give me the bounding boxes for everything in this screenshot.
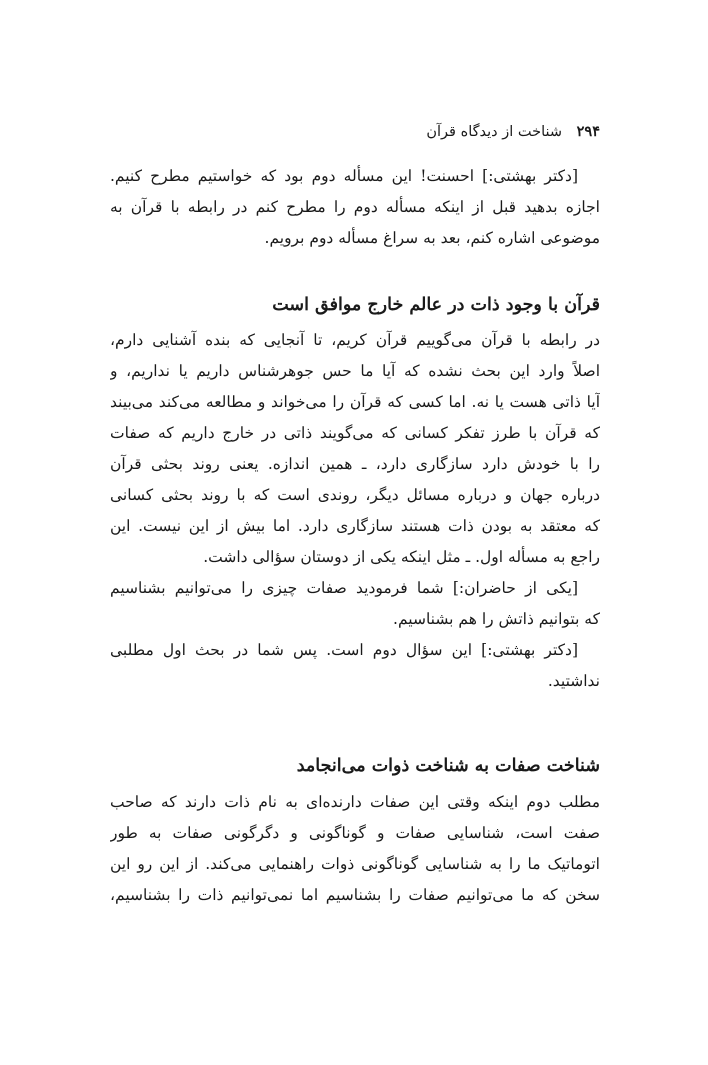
text-line: [دکتر بهشتی:] احسنت! این مسأله دوم بود که خواستیم مطرح کنیم. bbox=[110, 167, 578, 185]
text-line: که بتوانیم ذاتش را هم بشناسیم. bbox=[393, 610, 600, 628]
paragraph-3 bbox=[110, 573, 600, 635]
text-line: اجازه بدهید قبل از اینکه مسأله دوم را مطرح کنم در رابطه با قرآن به bbox=[110, 198, 600, 216]
text-line: موضوعی اشاره کنم، بعد به سراغ مسأله دوم برویم. bbox=[264, 229, 600, 247]
text-line: را با خودش دارد سازگاری دارد، ـ همین اندازه. یعنی روند بحثی قرآن bbox=[110, 455, 600, 473]
page-number: ۲۹۴ bbox=[576, 123, 600, 140]
text-line: نداشتید. bbox=[547, 672, 600, 690]
book-title: شناخت از دیدگاه قرآن bbox=[426, 124, 563, 140]
text-line: اصلاً وارد این بحث نشده که آیا ما حس جوهرشناس داریم یا نداریم، و bbox=[110, 362, 600, 380]
text-line: درباره جهان و درباره مسائل دیگر، روندی است که با روند بحثی کسانی bbox=[110, 486, 600, 504]
text-line: صفت است، شناسایی صفات و گوناگونی و دگرگونی صفات به طور bbox=[110, 824, 600, 842]
text-line: در رابطه با قرآن می‌گوییم قرآن کریم، تا آنجایی که بنده آشنایی دارم، bbox=[110, 331, 600, 349]
section-heading-2: شناخت صفات به شناخت ذوات می‌انجامد bbox=[296, 756, 600, 776]
text-line: که قرآن با طرز تفکر کسانی که می‌گویند ذاتی در خارج داریم که صفات bbox=[110, 424, 600, 442]
paragraph-1 bbox=[110, 161, 600, 254]
text-line: آیا ذاتی هست یا نه. اما کسی که قرآن را می‌خواند و مطالعه می‌کند می‌بیند bbox=[110, 393, 600, 411]
paragraph-5 bbox=[110, 787, 600, 911]
section-heading-1: قرآن با وجود ذات در عالم خارج موافق است bbox=[272, 295, 600, 315]
text-line: راجع به مسأله اول. ـ مثل اینکه یکی از دوستان سؤالی داشت. bbox=[203, 548, 600, 566]
text-line: [یکی از حاضران:] شما فرمودید صفات چیزی را می‌توانیم بشناسیم bbox=[110, 579, 578, 597]
text-line: که معتقد به بودن ذات هستند سازگاری دارد. اما بیش از این نیست. این bbox=[110, 517, 600, 535]
text-line: مطلب دوم اینکه وقتی این صفات دارنده‌ای به نام ذات دارند که صاحب bbox=[110, 793, 600, 811]
text-line: سخن که ما می‌توانیم صفات را بشناسیم اما نمی‌توانیم ذات را بشناسیم، bbox=[110, 886, 600, 904]
text-line: [دکتر بهشتی:] این سؤال دوم است. پس شما در بحث اول مطلبی bbox=[110, 641, 578, 659]
running-header bbox=[110, 122, 600, 142]
paragraph-4 bbox=[110, 635, 600, 697]
text-line: اتوماتیک ما را به شناسایی گوناگونی ذوات راهنمایی می‌کند. از این رو این bbox=[110, 855, 600, 873]
paragraph-2 bbox=[110, 325, 600, 573]
